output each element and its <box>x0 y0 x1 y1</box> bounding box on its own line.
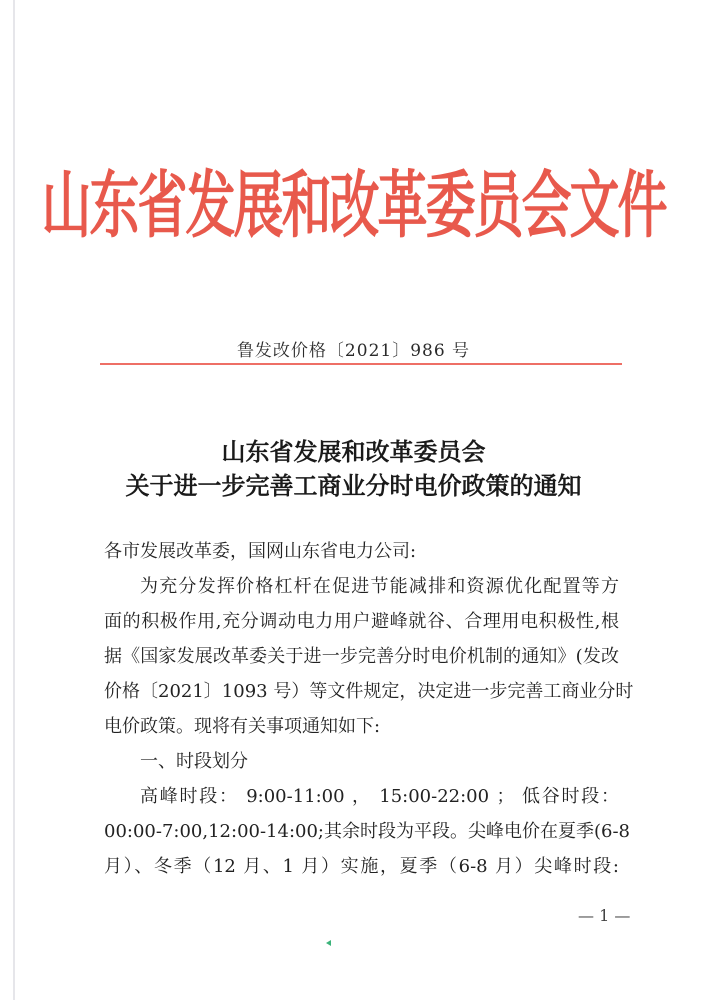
paragraph-1-line: 电价政策。现将有关事项通知如下: <box>104 716 381 737</box>
document-body <box>104 534 634 884</box>
paragraph-2-line: 00:00-7:00,12:00-14:00;其余时段为平段。尖峰电价在夏季(6-8 <box>104 821 630 842</box>
paragraph-1-line: 据《国家发展改革委关于进一步完善分时电价机制的通知》(发改 <box>104 646 619 667</box>
scan-marker-icon <box>326 940 331 946</box>
document-title-line-2: 关于进一步完善工商业分时电价政策的通知 <box>125 471 582 500</box>
paragraph-2-line: 月）、冬季（12 月、1 月）实施，夏季（6-8 月）尖峰时段: <box>104 856 619 877</box>
paragraph-1-line: 价格〔2021〕1093 号）等文件规定，决定进一步完善工商业分时 <box>104 681 634 702</box>
paragraph-1-line: 为充分发挥价格杠杆在促进节能减排和资源优化配置等方 <box>140 576 619 597</box>
document-number: 鲁发改价格〔2021〕986 号 <box>236 341 471 361</box>
document-masthead: 山东省发展和改革委员会文件 <box>41 162 666 249</box>
section-heading: 一、时段划分 <box>140 751 248 772</box>
red-divider-rule <box>100 363 622 365</box>
addressee: 各市发展改革委，国网山东省电力公司: <box>104 541 417 562</box>
paragraph-1-line: 面的积极作用,充分调动电力用户避峰就谷、合理用电积极性,根 <box>104 611 619 632</box>
document-title-line-1: 山东省发展和改革委员会 <box>221 437 486 466</box>
paragraph-2-line: 高峰时段： 9:00-11:00 ， 15:00-22:00 ； 低谷时段： <box>140 786 619 807</box>
page-number: — 1 — <box>578 906 631 925</box>
